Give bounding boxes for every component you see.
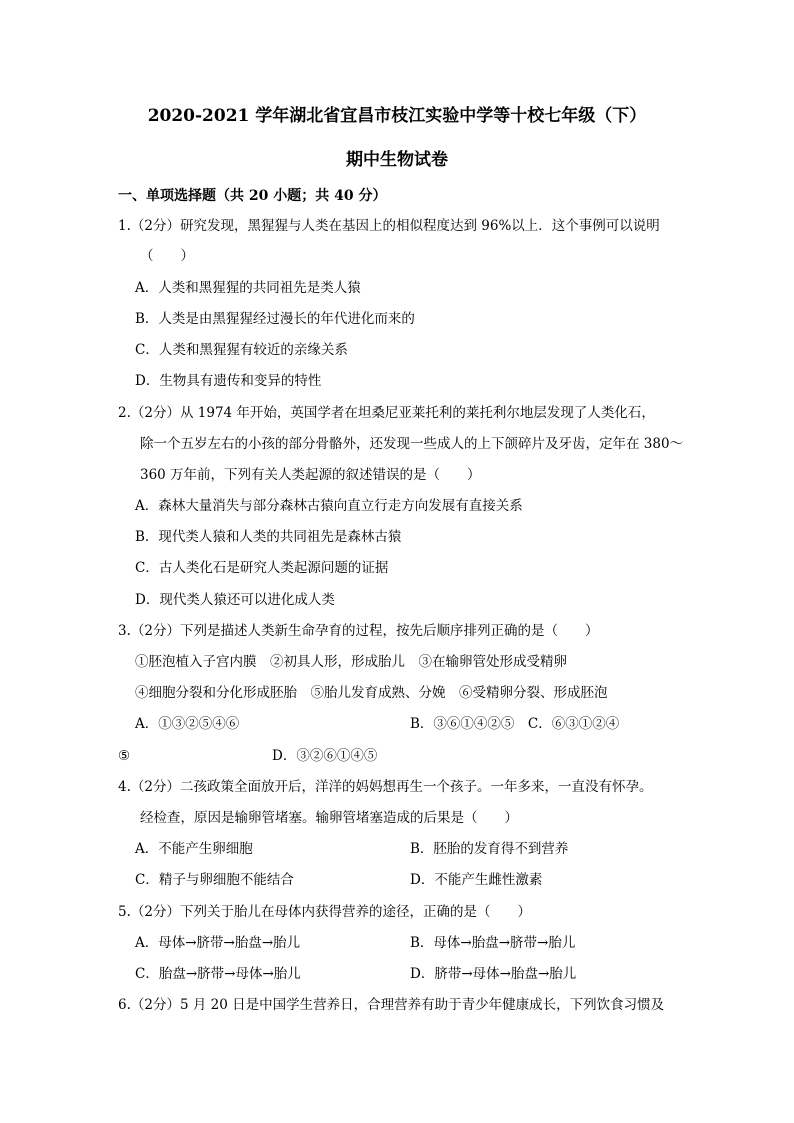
q5-option-d: D．脐带→母体→胎盘→胎儿 <box>410 966 577 982</box>
q3-items-line1: ①胚泡植入子宫内膜 ②初具人形，形成胎儿 ③在输卵管处形成受精卵 <box>135 654 567 670</box>
exam-title-line2: 期中生物试卷 <box>346 150 448 170</box>
q5-option-b: B．母体→胎盘→脐带→胎儿 <box>410 935 576 951</box>
q3-stem: 3.（2分）下列是描述人类新生命孕育的过程，按先后顺序排列正确的是（ ） <box>118 623 599 639</box>
q5-stem: 5.（2分）下列关于胎儿在母体内获得营养的途径，正确的是（ ） <box>118 904 531 920</box>
q4-stem-line1: 4.（2分）二孩政策全面放开后，洋洋的妈妈想再生一个孩子。一年多来，一直没有怀孕。 <box>118 779 653 795</box>
q2-option-a: A．森林大量消失与部分森林古猿向直立行走方向发展有直接关系 <box>135 498 523 514</box>
q3-items-line2: ④细胞分裂和分化形成胚胎 ⑤胎儿发育成熟、分娩 ⑥受精卵分裂、形成胚泡 <box>135 685 608 701</box>
section-heading: 一、单项选择题（共 20 小题；共 40 分） <box>118 188 387 204</box>
q5-option-a: A．母体→脐带→胎盘→胎儿 <box>135 935 301 951</box>
q3-option-b-c: B．③⑥①④②⑤ C．⑥③①②④ <box>410 716 620 732</box>
q1-option-c: C．人类和黑猩猩有较近的亲缘关系 <box>135 342 348 358</box>
q1-option-d: D．生物具有遗传和变异的特性 <box>135 373 322 389</box>
q3-option-a: A．①③②⑤④⑥ <box>135 716 240 732</box>
q6-stem: 6.（2分）5 月 20 日是中国学生营养日，合理营养有助于青少年健康成长，下列饮食习惯及 <box>118 997 665 1013</box>
q2-stem-line3: 360 万年前，下列有关人类起源的叙述错误的是（ ） <box>140 467 481 483</box>
q2-stem-line2: 除一个五岁左右的小孩的部分骨骼外，还发现一些成人的上下颌碎片及牙齿，定年在 380～ <box>140 436 684 452</box>
q2-option-b: B．现代类人猿和人类的共同祖先是森林古猿 <box>135 529 402 545</box>
q3-option-c-continued: ⑤ <box>118 748 131 764</box>
q1-paren: （ ） <box>140 248 194 264</box>
q1-stem: 1.（2分）研究发现，黑猩猩与人类在基因上的相似程度达到 96%以上．这个事例可以说明 <box>118 218 660 234</box>
q3-option-d: D．③②⑥①④⑤ <box>272 748 378 764</box>
q5-option-c: C．胎盘→脐带→母体→胎儿 <box>135 966 301 982</box>
q2-option-c: C．古人类化石是研究人类起源问题的证据 <box>135 560 389 576</box>
q1-option-b: B．人类是由黑猩猩经过漫长的年代进化而来的 <box>135 311 415 327</box>
q4-option-b: B．胚胎的发育得不到营养 <box>410 841 569 857</box>
q4-option-d: D．不能产生雌性激素 <box>410 872 543 888</box>
exam-title-line1: 2020-2021 学年湖北省宜昌市枝江实验中学等十校七年级（下） <box>147 106 647 126</box>
q2-stem-line1: 2.（2分）从 1974 年开始，英国学者在坦桑尼亚莱托利的莱托利尔地层发现了人类化石， <box>118 405 655 421</box>
q1-option-a: A．人类和黑猩猩的共同祖先是类人猿 <box>135 280 361 296</box>
q4-option-a: A．不能产生卵细胞 <box>135 841 253 857</box>
q2-option-d: D．现代类人猿还可以进化成人类 <box>135 592 335 608</box>
q4-option-c: C．精子与卵细胞不能结合 <box>135 872 294 888</box>
q4-stem-line2: 经检查，原因是输卵管堵塞。输卵管堵塞造成的后果是（ ） <box>140 810 518 826</box>
